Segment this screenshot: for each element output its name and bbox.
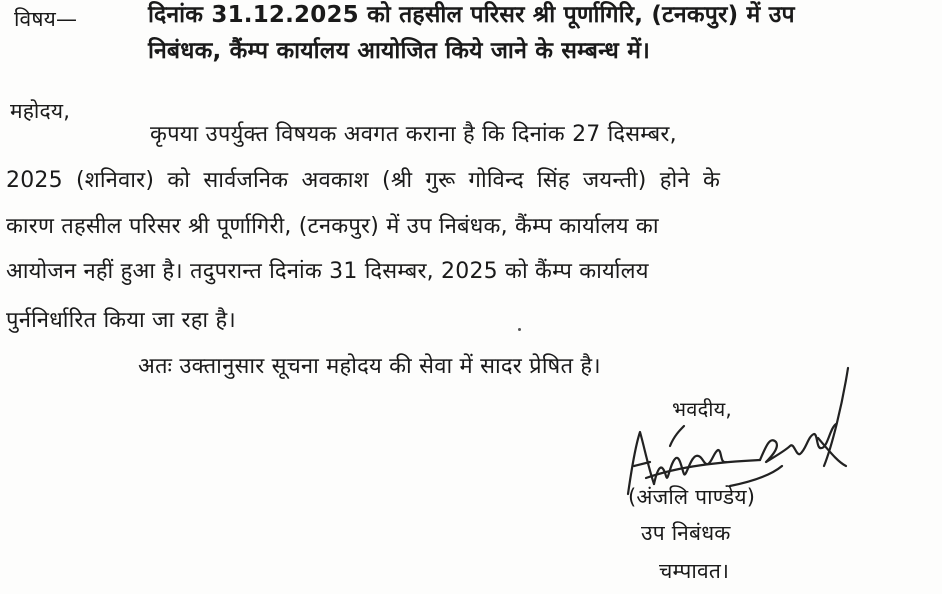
subject-line-1: दिनांक 31.12.2025 को तहसील परिसर श्री पूर्णागिरि, (टनकपुर) में उप <box>148 2 795 28</box>
body-line-5: पुर्ननिर्धारित किया जा रहा है। <box>6 308 236 333</box>
signer-name: (अंजलि पाण्डेय) <box>628 485 756 509</box>
sign-off: भवदीय, <box>672 397 732 421</box>
body-line-4: आयोजन नहीं हुआ है। तदुपरान्त दिनांक 31 दिसम्बर, 2025 को कैंम्प कार्यालय <box>6 259 649 284</box>
body-line-1: कृपया उपर्युक्त विषयक अवगत कराना है कि दिनांक 27 दिसम्बर, <box>150 122 677 147</box>
body-line-2: 2025 (शनिवार) को सार्वजनिक अवकाश (श्री गुरू गोविन्द सिंह जयन्ती) होने के <box>6 168 721 193</box>
signer-designation: उप निबंधक <box>641 521 731 545</box>
closing-line: अतः उक्तानुसार सूचना महोदय की सेवा में सादर प्रेषित है। <box>138 354 601 379</box>
signer-place: चम्पावत। <box>659 559 730 583</box>
paper-speck <box>518 328 521 331</box>
salutation: महोदय, <box>10 99 71 123</box>
body-line-3: कारण तहसील परिसर श्री पूर्णागिरी, (टनकपुर) में उप निबंधक, कैंम्प कार्यालय का <box>6 214 659 239</box>
subject-label: विषय— <box>14 7 78 31</box>
subject-line-2: निबंधक, कैंम्प कार्यालय आयोजित किये जाने के सम्बन्ध में। <box>148 38 651 64</box>
